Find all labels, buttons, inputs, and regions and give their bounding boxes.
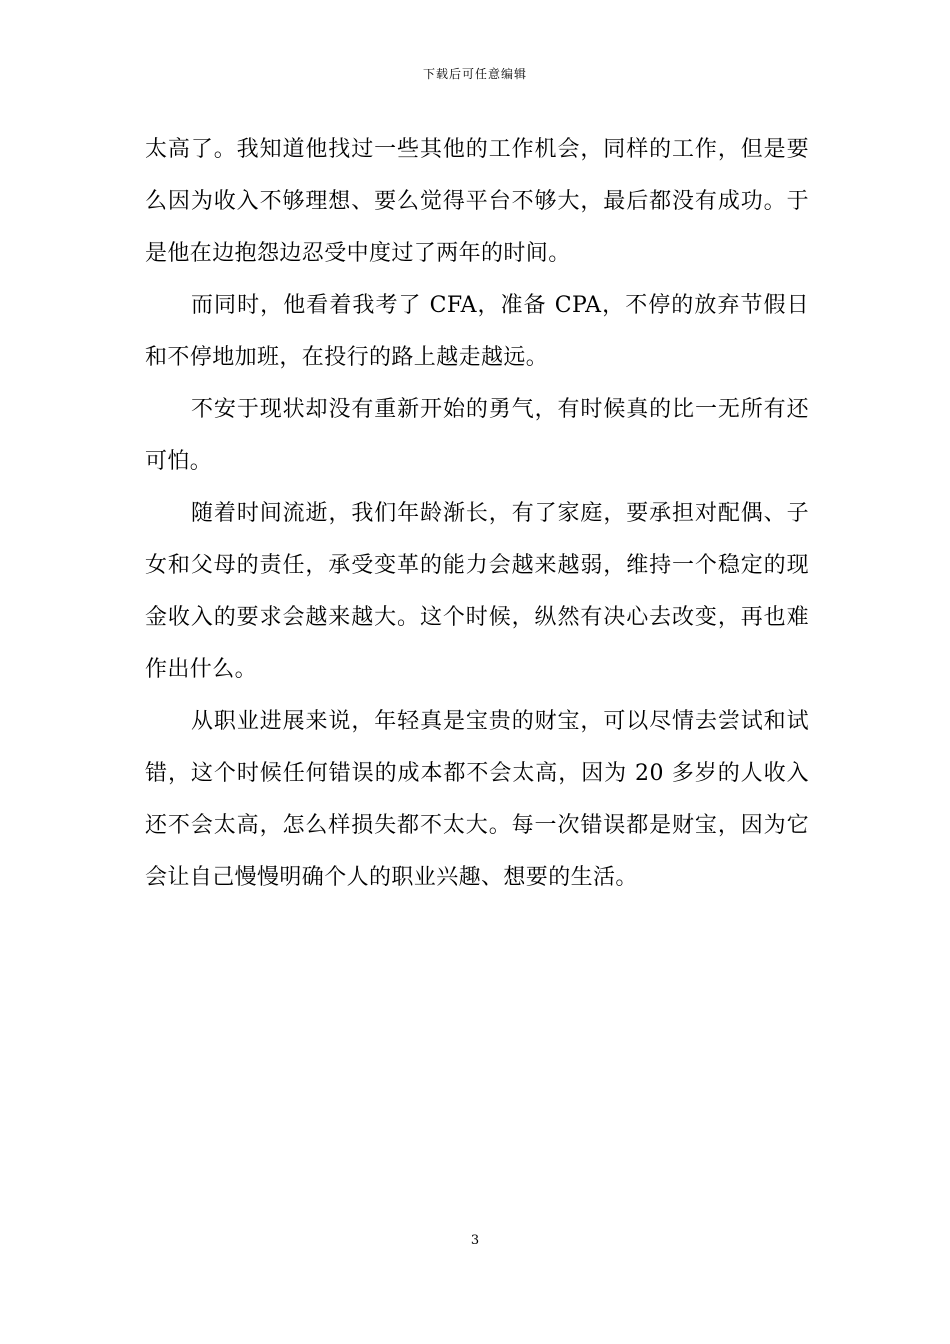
page-number: 3: [470, 1233, 480, 1248]
document-body: [145, 124, 809, 904]
paragraph-continuation: 太高了。我知道他找过一些其他的工作机会，同样的工作，但是要么因为收入不够理想、要么觉得平台不够大，最后都没有成功。于是他在边抱怨边忍受中度过了两年的时间。: [145, 137, 809, 266]
page-header: 下载后可任意编辑: [422, 67, 527, 81]
paragraph: 随着时间流逝，我们年龄渐长，有了家庭，要承担对配偶、子女和父母的责任，承受变革的能力会越来越弱，维持一个稳定的现金收入的要求会越来越大。这个时候，纵然有决心去改变，再也难作出什么。: [145, 501, 809, 682]
paragraph: 从职业进展来说，年轻真是宝贵的财宝，可以尽情去尝试和试错，这个时候任何错误的成本都不会太高，因为 20 多岁的人收入还不会太高，怎么样损失都不太大。每一次错误都是财宝，因为它会让自己慢慢明确个人的职业兴趣、想要的生活。: [145, 709, 809, 890]
paragraph: 而同时，他看着我考了 CFA，准备 CPA，不停的放弃节假日和不停地加班，在投行的路上越走越远。: [145, 293, 809, 370]
paragraph: 不安于现状却没有重新开始的勇气，有时候真的比一无所有还可怕。: [145, 397, 809, 474]
